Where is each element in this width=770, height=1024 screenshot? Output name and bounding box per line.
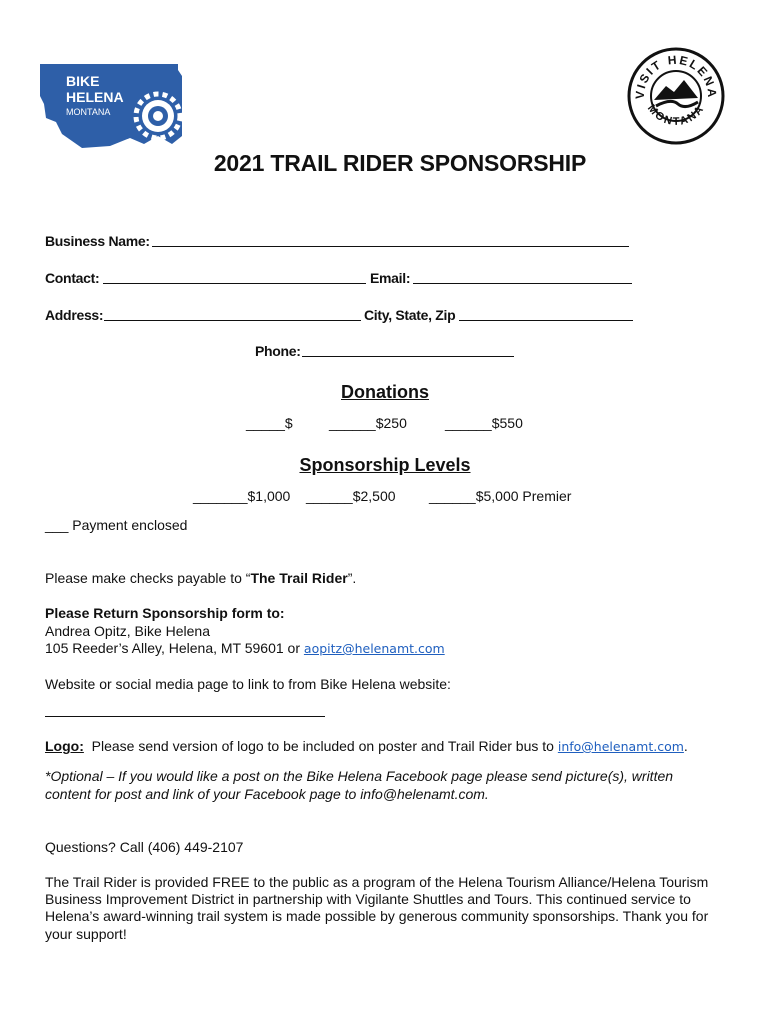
checks-suffix: ”.	[347, 570, 357, 586]
email-label: Email:	[370, 270, 411, 286]
website-field[interactable]	[45, 716, 325, 717]
email-field[interactable]	[413, 283, 632, 284]
page-title: 2021 TRAIL RIDER SPONSORSHIP	[213, 150, 587, 176]
footer-line3: Helena’s award-winning trail system is made possible by generous community sponsorships. Thank you for	[45, 908, 709, 924]
return-heading: Please Return Sponsorship form to:	[45, 605, 285, 621]
logo-visit-top-text: VISIT HELENA	[632, 52, 720, 100]
logo-instruction-line	[45, 738, 688, 755]
contact-field[interactable]	[103, 283, 366, 284]
logo-label: Logo:	[45, 738, 84, 754]
return-address: 105 Reeder’s Alley, Helena, MT 59601 or	[45, 640, 304, 656]
logo-visit-bottom-text: MONTANA	[644, 102, 708, 129]
footer-line2: Business Improvement District in partnership with Vigilante Shuttles and Tours. This continued service to	[45, 891, 691, 907]
sponsorship-option-1000[interactable]: _______$1,000	[193, 488, 291, 504]
donation-option-550[interactable]: ______$550	[445, 415, 523, 431]
checks-prefix: Please make checks payable to “	[45, 570, 251, 586]
footer-line1: The Trail Rider is provided FREE to the public as a program of the Helena Tourism Alliance/Helena Tourism	[45, 874, 709, 890]
optional-note-line2: content for post and link of your Facebook page to info@helenamt.com.	[45, 786, 489, 802]
bike-helena-logo	[40, 64, 182, 152]
return-address-line	[45, 640, 445, 657]
business-name-field[interactable]	[152, 246, 629, 247]
contact-label: Contact:	[45, 270, 100, 286]
visit-helena-logo	[626, 46, 726, 146]
logo-email-link[interactable]: info@helenamt.com	[557, 739, 684, 754]
phone-field[interactable]	[302, 356, 514, 357]
optional-note-line1: *Optional – If you would like a post on the Bike Helena Facebook page please send picture(s), written	[45, 768, 674, 784]
logo-text-bike: BIKE	[66, 73, 100, 89]
address-label: Address:	[45, 307, 104, 323]
city-state-zip-label: City, State, Zip	[364, 307, 456, 323]
return-email-link[interactable]: aopitz@helenamt.com	[303, 641, 445, 656]
donations-heading: Donations	[341, 382, 429, 402]
business-name-label: Business Name:	[45, 233, 150, 249]
sponsorship-option-5000-premier[interactable]: ______$5,000 Premier	[429, 488, 572, 504]
checks-payable-line	[45, 570, 356, 587]
svg-text:MONTANA	[645, 102, 707, 128]
address-field[interactable]	[104, 320, 361, 321]
return-name: Andrea Opitz, Bike Helena	[45, 623, 210, 639]
footer-line4: your support!	[45, 926, 127, 942]
city-state-zip-field[interactable]	[459, 320, 633, 321]
logo-text-helena: HELENA	[66, 89, 124, 105]
sponsorship-heading: Sponsorship Levels	[299, 455, 471, 475]
logo-text-montana: MONTANA	[66, 107, 111, 117]
logo-end: .	[683, 738, 688, 754]
questions-line: Questions? Call (406) 449-2107	[45, 839, 244, 855]
payment-enclosed[interactable]: ___ Payment enclosed	[45, 517, 188, 533]
donation-option-custom[interactable]: _____$	[246, 415, 293, 431]
donation-option-250[interactable]: ______$250	[329, 415, 407, 431]
sponsorship-option-2500[interactable]: ______$2,500	[306, 488, 396, 504]
website-prompt: Website or social media page to link to from Bike Helena website:	[45, 676, 451, 692]
phone-label: Phone:	[255, 343, 301, 359]
checks-payee: The Trail Rider	[250, 570, 348, 586]
logo-text: Please send version of logo to be included on poster and Trail Rider bus to	[83, 738, 558, 754]
